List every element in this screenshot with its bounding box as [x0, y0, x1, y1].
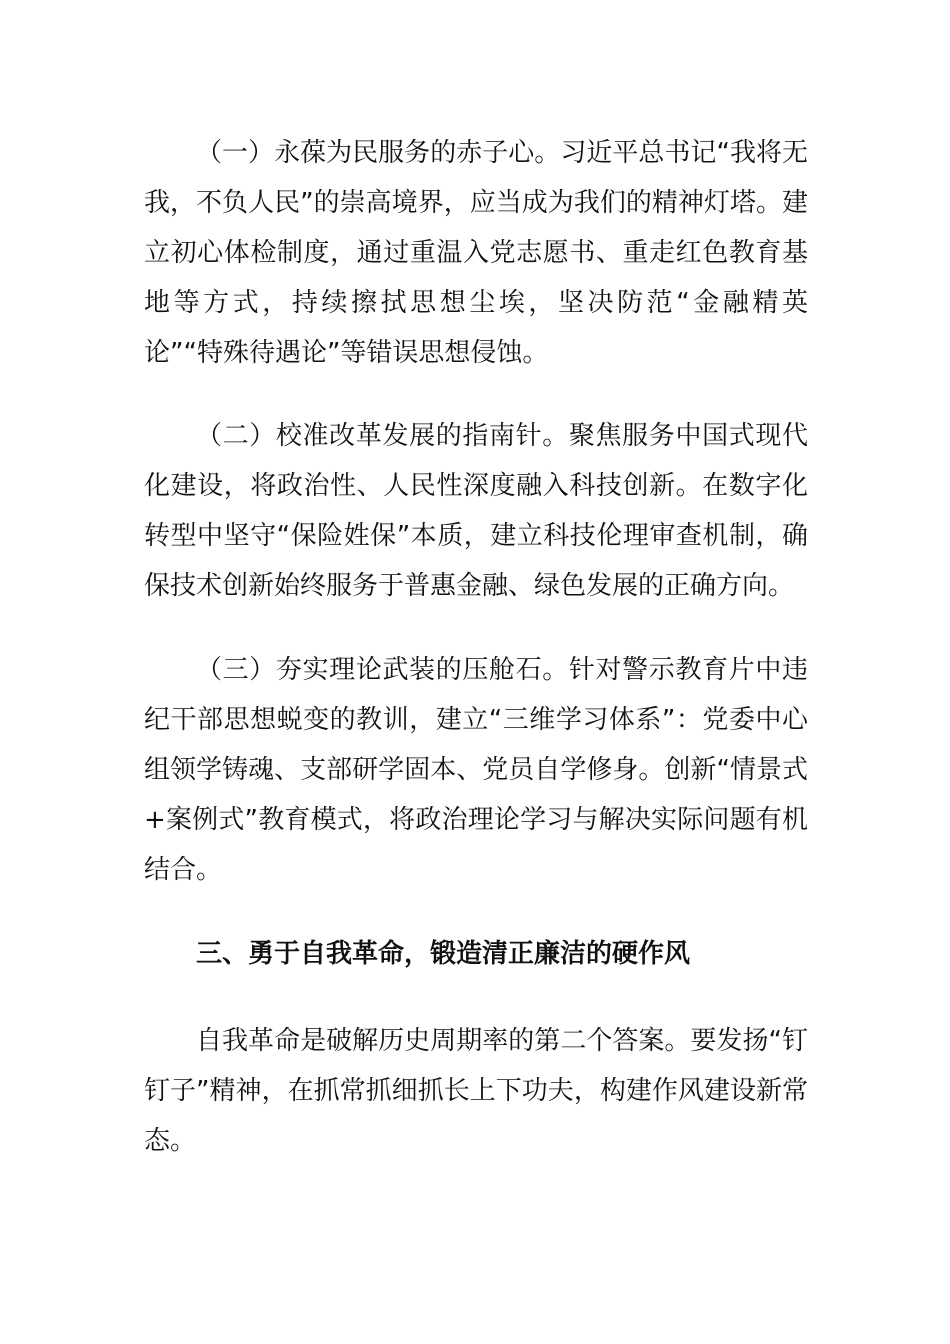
closing-paragraph: 自我革命是破解历史周期率的第二个答案。要发扬“钉钉子”精神，在抓常抓细抓长上下功夫，构建作风建设新常态。	[144, 1026, 808, 1156]
paragraph-3: （三）夯实理论武装的压舱石。针对警示教育片中违纪干部思想蜕变的教训，建立“三维学习体系”：党委中心组领学铸魂、支部研学固本、党员自学修身。创新“情景式+案例式”教育模式，将政治理论学习与解决实际问题有机结合。	[144, 655, 808, 885]
paragraph-1: （一）永葆为民服务的赤子心。习近平总书记“我将无我，不负人民”的崇高境界，应当成为我们的精神灯塔。建立初心体检制度，通过重温入党志愿书、重走红色教育基地等方式，持续擦拭思想尘埃，坚决防范“金融精英论”“特殊待遇论”等错误思想侵蚀。	[144, 138, 808, 368]
section-heading: 三、勇于自我革命，锻造清正廉洁的硬作风	[196, 939, 691, 969]
paragraph-2: （二）校准改革发展的指南针。聚焦服务中国式现代化建设，将政治性、人民性深度融入科技创新。在数字化转型中坚守“保险姓保”本质，建立科技伦理审查机制，确保技术创新始终服务于普惠金融、绿色发展的正确方向。	[144, 421, 808, 601]
